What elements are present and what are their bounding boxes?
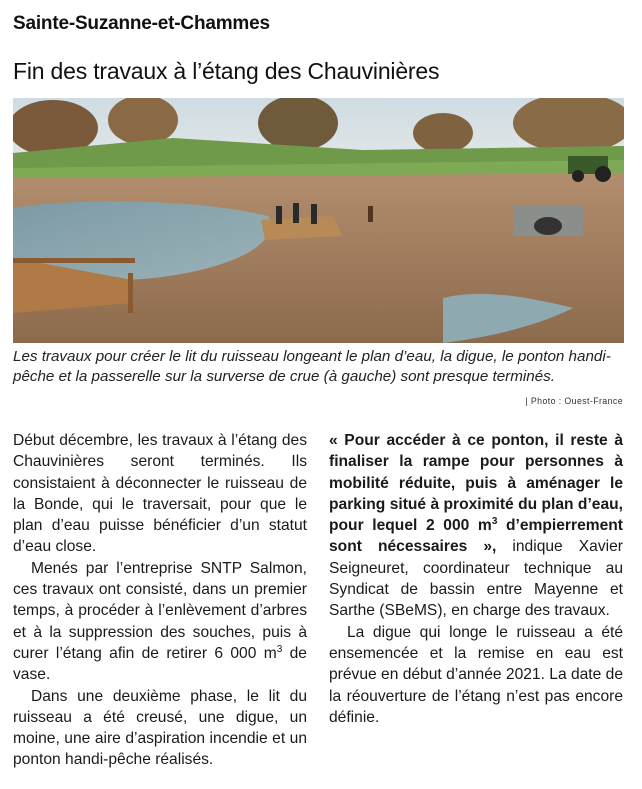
landscape-photo-icon [13, 98, 624, 343]
quote-text: « Pour accéder à ce ponton, il reste à finaliser la rampe pour personnes à mobilité réduite, puis à aménager le parking situé à proximité du plan d’eau, pour lequel 2 000 m [329, 432, 623, 535]
paragraph-quote [329, 430, 623, 622]
article-column-right [329, 430, 623, 728]
paragraph-1: Début décembre, les travaux à l’étang des Chauvinières seront terminés. Ils consistaient à déconnecter le ruisseau de la Bonde, qui le traversait, pour que le plan d’eau puisse bénéficier d’un statut d’eau close. [13, 432, 307, 556]
section-kicker: Sainte-Suzanne-et-Chammes [13, 13, 270, 34]
photo-caption: Les travaux pour créer le lit du ruisseau longeant le plan d’eau, la digue, le ponton handi-pêche et la passerelle sur la surverse de crue (à gauche) sont presque terminés. [13, 348, 611, 385]
paragraph-2-text: Menés par l’entreprise SNTP Salmon, ces travaux ont consisté, dans un premier temps, à procéder à l’enlèvement d’arbres et à la suppression des souches, puis à curer l’étang afin de retirer 6 000 m [13, 559, 307, 662]
paragraph-2-end: de vase. [13, 644, 307, 684]
paragraph-3: Dans une deuxième phase, le lit du ruisseau a été creusé, une digue, un moine, une aire d’aspiration incendie et un ponton handi-pêche réalisés. [13, 687, 307, 769]
photo-credit: | Photo : Ouest-France [525, 396, 623, 406]
quote-end: d’empierrement sont nécessaires », [329, 517, 624, 556]
paragraph-5: La digue qui longe le ruisseau a été ensemencée et la remise en eau est prévue en début d’année 2021. La date de la réouverture de l’étang n’est pas encore définie. [329, 623, 623, 726]
article-photo [13, 98, 624, 343]
quote-cubic-exponent: 3 [491, 516, 498, 527]
quote-attribution: indique Xavier Seigneuret, coordinateur technique au Syndicat de bassin entre Mayenne et Sarthe (SBeMS), en charge des travaux. [329, 538, 623, 620]
article-column-left [13, 430, 307, 771]
cubic-exponent: 3 [276, 643, 283, 655]
paragraph-2 [13, 558, 307, 686]
article-headline: Fin des travaux à l’étang des Chauvinières [13, 58, 440, 84]
